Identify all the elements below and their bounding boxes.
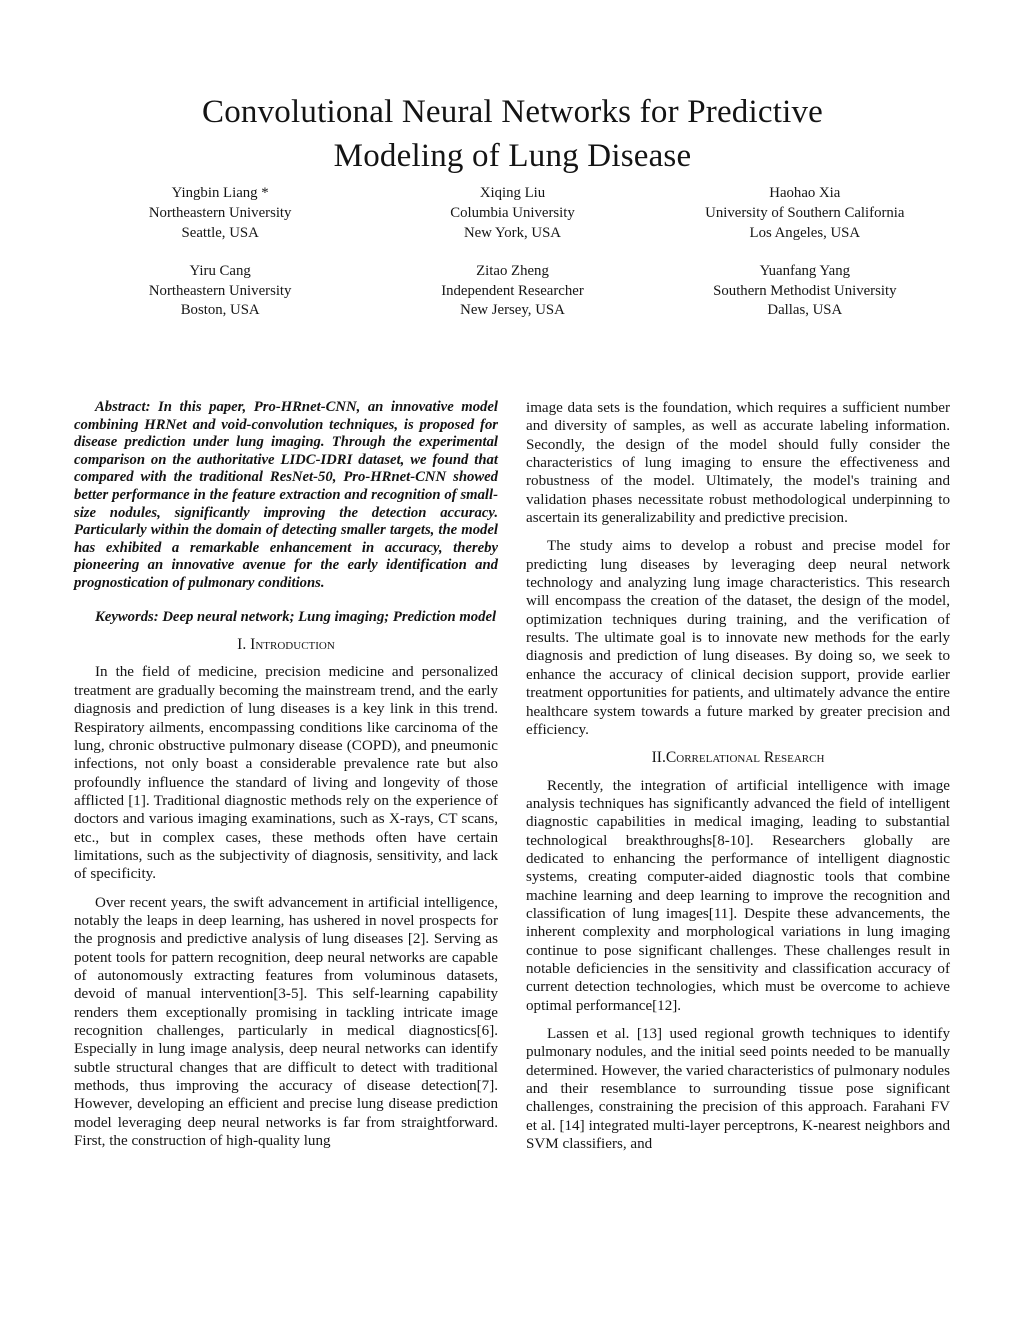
- right-column: [526, 399, 950, 1163]
- left-column: [74, 399, 498, 1163]
- author-name: Haohao Xia: [769, 185, 841, 202]
- abstract-paragraph: Abstract: In this paper, Pro-HRnet-CNN, an innovative model combining HRNet and void-convolution techniques, is proposed for disease prediction under lung imaging. Through the experimental comparison on the authoritative LIDC-IDRI dataset, we found that compared with the traditional ResNet-50, Pro-HRnet-CNN showed better performance in the feature extraction and recognition of small-size nodules, significantly improving the detection accuracy. Particularly within the domain of detecting smaller targets, the model has exhibited a remarkable enhancement in accuracy, thereby pioneering an innovative avenue for the early identification and prognostication of pulmonary conditions.: [74, 399, 498, 591]
- paper-title-line1: Convolutional Neural Networks for Predictive: [202, 94, 823, 130]
- author-block: [659, 262, 951, 321]
- section-title: Introduction: [250, 636, 335, 654]
- intro-paragraph-2: Over recent years, the swift advancement in artificial intelligence, notably the leaps in deep learning, has ushered in novel prospects for the prognosis and predictive analysis of lung diseases [2]. Serving as potent tools for pattern recognition, deep neural networks are capable of autonomously extracting features from voluminous datasets, devoid of manual intervention[3-5]. This self-learning capability renders them exceptionally promising in tackling intricate image recognition challenges, particularly in medical diagnostics[6]. Especially in lung image analysis, deep neural networks can identify subtle structural changes that are difficult to detect with traditional methods, thus improving the accuracy of disease detection[7]. However, developing an efficient and precise lung disease prediction model leveraging deep neural networks is far from straightforward. First, the construction of high-quality lung: [74, 894, 498, 1150]
- author-block: [74, 262, 366, 321]
- author-block: [366, 184, 658, 243]
- author-block: [659, 184, 951, 243]
- study-goal-paragraph: The study aims to develop a robust and precise model for predicting lung diseases by leveraging deep neural network technology and analyzing lung image characteristics. This research will encompass the creation of the dataset, the design of the model, optimization techniques during training, and the verification of results. The ultimate goal is to innovate new methods for the early diagnosis and prediction of lung diseases. By doing so, we seek to enhance the accuracy of clinical decision support, provide earlier treatment opportunities for patients, and ultimately advance the entire healthcare system towards a future marked by greater precision and efficiency.: [526, 538, 950, 738]
- author-affiliation: Northeastern University: [148, 282, 292, 299]
- section-heading-introduction: [74, 636, 498, 654]
- authors-grid: [74, 184, 951, 321]
- paper-body: [74, 399, 951, 1163]
- author-affiliation: Independent Researcher: [441, 282, 584, 299]
- author-affiliation: Columbia University: [450, 205, 575, 222]
- section-number: II.: [651, 749, 666, 767]
- author-affiliation: University of Southern California: [705, 205, 905, 222]
- author-name: Yingbin Liang *: [171, 185, 269, 202]
- author-location: New York, USA: [463, 224, 561, 241]
- paper-title: [74, 90, 951, 178]
- author-block: [74, 184, 366, 243]
- section-number: I.: [237, 636, 251, 654]
- research-paragraph-2: Lassen et al. [13] used regional growth techniques to identify pulmonary nodules, and the initial seed points needed to be manually determined. However, the varied characteristics of pulmonary nodules and their resemblance to surrounding tissue pose significant challenges, constraining the precision of this approach. Farahani FV et al. [14] integrated multi-layer perceptrons, K-nearest neighbors and SVM classifiers, and: [526, 1026, 950, 1153]
- paper-header: [74, 90, 951, 321]
- paper-title-line2: Modeling of Lung Disease: [333, 138, 692, 175]
- author-affiliation: Northeastern University: [148, 205, 292, 222]
- author-name: Xiqing Liu: [479, 185, 546, 202]
- section-title: Correlational Research: [665, 749, 825, 767]
- author-location: Boston, USA: [180, 302, 260, 319]
- author-location: New Jersey, USA: [460, 302, 565, 319]
- author-name: Yiru Cang: [189, 263, 251, 280]
- author-location: Seattle, USA: [181, 224, 259, 241]
- author-name: Yuanfang Yang: [759, 263, 851, 280]
- section-heading-correlational-research: [526, 749, 950, 767]
- intro-paragraph-2-continuation: image data sets is the foundation, which requires a sufficient number and diversity of samples, as well as accurate labeling information. Secondly, the design of the model should fully consider the characteristics of lung imaging to ensure the effectiveness and robustness of the model. Ultimately, the model's training and validation phases necessitate robust methodological underpinning to ascertain its generalizability and predictive precision.: [526, 400, 950, 527]
- author-location: Dallas, USA: [767, 302, 843, 319]
- research-paragraph-1: Recently, the integration of artificial intelligence with image analysis techniques has significantly advanced the field of intelligent diagnostic capabilities in medical imaging, leading to substantial technological breakthroughs[8-10]. Researchers globally are dedicated to enhancing the performance of intelligent diagnostic systems, creating computer-aided diagnostic tools that combine machine learning and deep learning to improve the recognition and classification of lung images[11]. Despite these advancements, the inherent complexity and morphological variations in lung imaging continue to pose significant challenges. These challenges result in notable deficiencies in the sensitivity and classification accuracy of current detection technologies, which must be overcome to achieve optimal performance[12].: [526, 777, 950, 1014]
- author-name: Zitao Zheng: [476, 263, 549, 280]
- author-block: [366, 262, 658, 321]
- keywords-paragraph: Keywords: Deep neural network; Lung imaging; Prediction model: [95, 608, 497, 625]
- intro-paragraph-1: In the field of medicine, precision medicine and personalized treatment are gradually becoming the mainstream trend, and the early diagnosis and prediction of lung diseases is a key link in this trend. Respiratory ailments, encompassing conditions like carcinoma of the lung, chronic obstructive pulmonary disease (COPD), and pneumonic infections, not only boast a considerable prevalence rate but also profoundly influence the standard of living and longevity of those afflicted [1]. Traditional diagnostic methods rely on the experience of doctors and various imaging examinations, such as X-rays, CT scans, etc., but in complex cases, these methods often have certain limitations, such as the subjectivity of diagnosis, sensitivity, and lack of specificity.: [74, 664, 498, 883]
- author-location: Los Angeles, USA: [749, 224, 861, 241]
- author-affiliation: Southern Methodist University: [713, 282, 897, 299]
